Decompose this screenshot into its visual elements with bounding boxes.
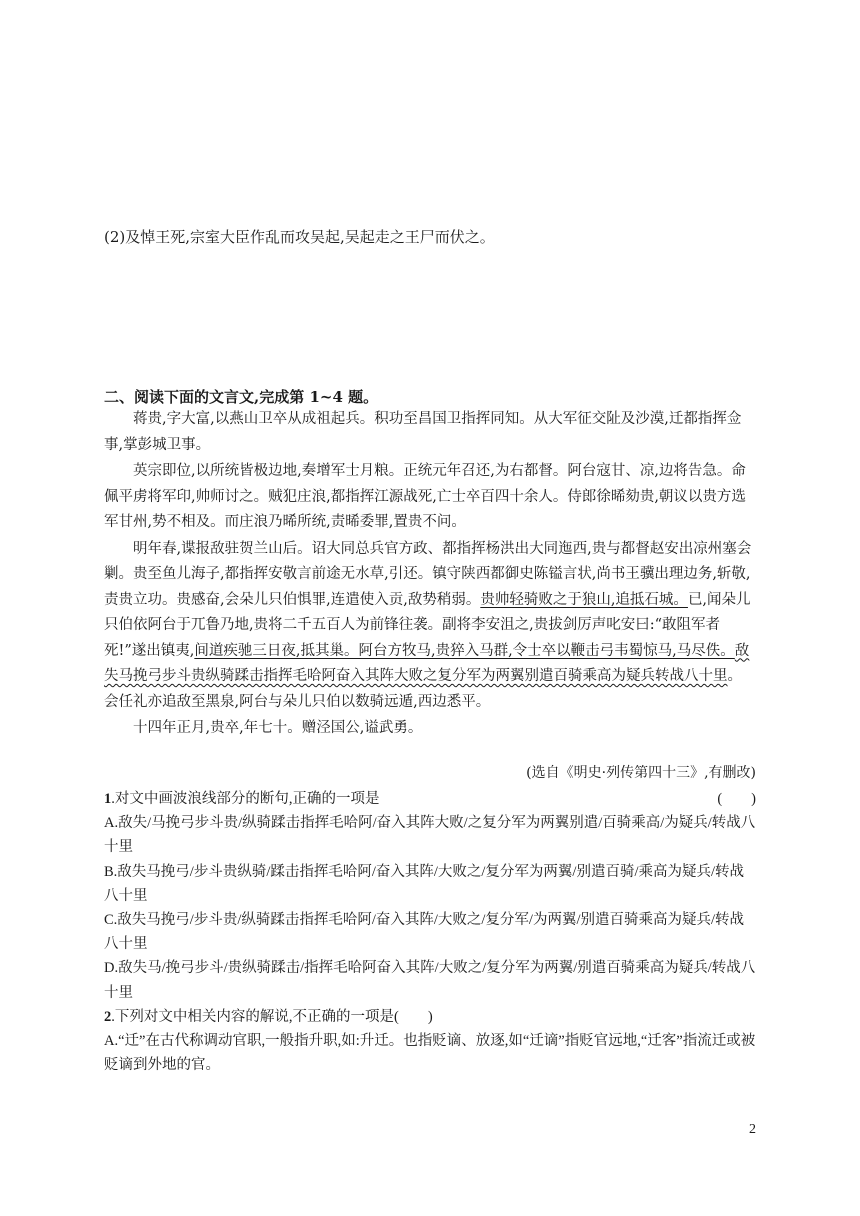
question-2-stem	[104, 1005, 756, 1029]
passage-paragraph-3	[104, 537, 756, 716]
option-b: B.敌失马挽弓/步斗贵纵骑/蹂击指挥毛哈阿/奋入其阵/大败之/复分军为两翼/别遣百骑/乘高为疑兵/转战八十里	[104, 863, 745, 904]
option-d: D.敌失马/挽弓步斗/贵纵骑蹂击/指挥毛哈阿奋入其阵/大败之/复分军为两翼/别遣百骑乘高为疑兵/转战八十里	[104, 960, 756, 1001]
question-1-text	[104, 787, 380, 811]
source-citation: (选自《明史·列传第四十三》,有删改)	[526, 765, 756, 781]
question-number: 2	[104, 1008, 112, 1025]
underlined-sentence-1: 贵帅轻骑败之于狼山,追抵石城。	[480, 591, 688, 608]
translation-question-2: (2)及悼王死,宗室大臣作乱而攻吴起,吴起走之王尸而伏之。	[104, 228, 495, 246]
passage-text: 已,闻朵儿只伯依阿台于兀鲁乃地,贵将二千五百人为前锋往袭。副将李安沮之,贵拔剑厉声叱安曰:“敢阻军者死!”遂出镇夷,	[104, 591, 751, 659]
option-c: C.敌失马挽弓/步斗贵/纵骑蹂击指挥毛哈阿/奋入其阵/大败之/复分军/为两翼/别遣百骑乘高为疑兵/转战八十里	[104, 912, 745, 953]
option-a: A.“迁”在古代称调动官职,一般指升职,如:升迁。也指贬谪、放逐,如“迁谪”指贬官远地,“迁客”指流迁或被贬谪到外地的官。	[104, 1033, 756, 1074]
passage-paragraph-1: 蒋贵,字大富,以燕山卫卒从成祖起兵。积功至昌国卫指挥同知。从大军征交阯及沙漠,迁都指挥佥事,掌彭城卫事。	[104, 411, 742, 453]
page-number: 2	[749, 1122, 756, 1137]
passage-text: 明年春,谍报敌驻贺兰山后。诏大同总兵官方政、都指挥杨洪出大同迤西,贵与都督赵安出凉州塞会剿。贵至鱼儿海子,都指挥安敬言前途无水草,引还。镇守陕西都御史陈镒言状,尚书王骥出理边务,斩敬,责贵立功。贵感奋,会朵儿只伯惧罪,连遣使入贡,敌势稍弱。	[104, 540, 752, 608]
classical-passage	[104, 407, 756, 743]
answer-paren: ( )	[717, 791, 756, 807]
question-stem: .对文中画波浪线部分的断句,正确的一项是	[111, 791, 380, 807]
questions	[104, 787, 756, 1077]
wavy-underlined-sentence: 敌失马挽弓步斗贵纵骑蹂击指挥毛哈阿奋入其阵大败之复分军为两翼别遣百骑乘高为疑兵转战八十里	[104, 642, 750, 684]
passage-paragraph-2: 英宗即位,以所统皆极边地,奏增军士月粮。正统元年召还,为右都督。阿台寇甘、凉,边将告急。命佩平虏将军印,帅师讨之。贼犯庄浪,都指挥江源战死,亡士卒百四十余人。侍郎徐晞劾贵,朝议以贵方选军甘州,势不相及。而庄浪乃晞所统,责晞委罪,置贵不问。	[104, 463, 746, 530]
section-title: 二、阅读下面的文言文,完成第 1~4 题。	[104, 388, 379, 406]
passage-paragraph-4: 十四年正月,贵卒,年七十。赠泾国公,谥武勇。	[133, 720, 423, 736]
question-number: 1	[104, 791, 112, 807]
passage-text: 。会任礼亦追敌至黑泉,阿台与朵儿只伯以数骑远遁,西边悉平。	[104, 668, 742, 710]
underlined-sentence-2: 间道疾驰三日夜,抵其巢。阿台方牧马,贵猝入马群,令士卒以鞭击弓韦蜀惊马,马尽佚。	[194, 642, 735, 659]
question-stem: .下列对文中相关内容的解说,不正确的一项是( )	[111, 1008, 433, 1025]
option-a: A.敌失/马挽弓步斗贵/纵骑蹂击指挥毛哈阿/奋入其阵大败/之复分军为两翼别遣/百骑乘高/为疑兵/转战八十里	[104, 815, 756, 856]
question-1-stem	[104, 787, 756, 811]
